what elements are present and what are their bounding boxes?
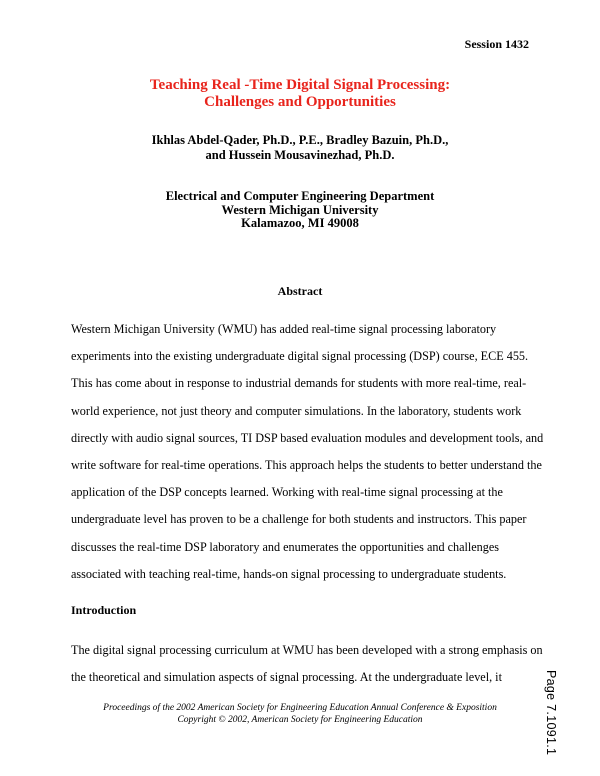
abstract-line: directly with audio signal sources, TI DSP based evaluation modules and development tools, and bbox=[71, 430, 544, 445]
abstract-heading: Abstract bbox=[277, 284, 323, 298]
abstract-body bbox=[71, 316, 544, 588]
title-line-2: Challenges and Opportunities bbox=[204, 94, 396, 110]
affiliation bbox=[0, 190, 600, 231]
abstract-line: application of the DSP concepts learned. Working with real-time signal processing at the bbox=[71, 485, 503, 500]
paper-title bbox=[0, 77, 600, 111]
page-number-label: Page 7.1091.1 bbox=[544, 670, 558, 756]
page-footer bbox=[0, 702, 600, 726]
authors-line-2: and Hussein Mousavinezhad, Ph.D. bbox=[205, 148, 395, 162]
introduction-line: The digital signal processing curriculum at WMU has been developed with a strong emphasis on bbox=[71, 643, 543, 657]
title-line-1: Teaching Real -Time Digital Signal Processing: bbox=[149, 77, 451, 93]
session-number: Session 1432 bbox=[464, 37, 529, 51]
affiliation-department: Electrical and Computer Engineering Department bbox=[165, 189, 435, 203]
footer-copyright: Copyright © 2002, American Society for Engineering Education bbox=[177, 715, 423, 725]
abstract-line: undergraduate level has proven to be a challenge for both students and instructors. This paper bbox=[71, 512, 527, 527]
abstract-line: write software for real-time operations. This approach helps the students to better understand the bbox=[71, 457, 542, 472]
affiliation-location: Kalamazoo, MI 49008 bbox=[241, 216, 359, 230]
introduction-heading: Introduction bbox=[71, 603, 137, 617]
abstract-line: experiments into the existing undergraduate digital signal processing (DSP) course, ECE 455. bbox=[71, 349, 529, 364]
abstract-line: Western Michigan University (WMU) has added real-time signal processing laboratory bbox=[71, 322, 497, 336]
author-list bbox=[0, 133, 600, 163]
affiliation-university: Western Michigan University bbox=[221, 202, 379, 217]
abstract-line: discusses the real-time DSP laboratory and enumerates the opportunities and challenges bbox=[71, 539, 500, 554]
introduction-body bbox=[71, 637, 543, 691]
abstract-line: associated with teaching real-time, hands-on signal processing to undergraduate students. bbox=[71, 566, 507, 581]
footer-proceedings: Proceedings of the 2002 American Society for Engineering Education Annual Conference & Exposition bbox=[103, 703, 497, 713]
authors-line-1: Ikhlas Abdel-Qader, Ph.D., P.E., Bradley Bazuin, Ph.D., bbox=[151, 133, 449, 147]
abstract-line: world experience, not just theory and computer simulations. In the laboratory, students work bbox=[71, 403, 522, 418]
introduction-line: the theoretical and simulation aspects of signal processing. At the undergraduate level, it bbox=[71, 670, 502, 685]
abstract-line: This has come about in response to industrial demands for students with more real-time, real- bbox=[71, 376, 527, 391]
